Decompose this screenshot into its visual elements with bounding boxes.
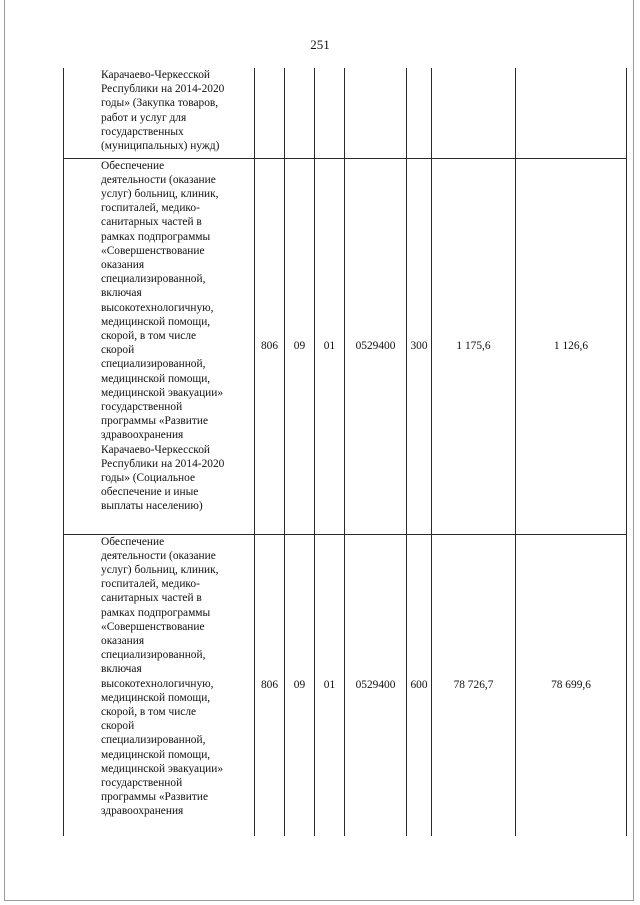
description-line: оказания (101, 634, 145, 647)
amount-first-year-cell (432, 68, 516, 158)
section-code-cell: 09 (285, 158, 315, 534)
ministry-code-cell (255, 68, 285, 158)
description-line: оказания (101, 258, 145, 271)
description-line: Республики на 2014-2020 (101, 457, 225, 470)
target-article-cell: 0529400 (345, 534, 407, 836)
description-line: медицинской помощи, (101, 372, 211, 385)
description-line: обеспечение и иные (101, 486, 199, 499)
ministry-code-cell: 806 (255, 534, 285, 836)
description-line: медицинской эвакуации» (101, 386, 224, 399)
description-line: медицинской помощи, (101, 748, 211, 761)
subsection-code-cell: 01 (315, 158, 345, 534)
description-line: «Совершенствование (101, 620, 205, 633)
description-line: рамках подпрограммы (101, 606, 211, 619)
description-line: услуг) больниц, клиник, (101, 563, 219, 576)
description-line: скорой (101, 344, 135, 357)
amount-first-year-cell: 78 726,7 (432, 534, 516, 836)
subsection-code-cell (315, 68, 345, 158)
amount-second-year-cell: 78 699,6 (516, 534, 627, 836)
description-line: высокотехнологичную, (101, 677, 214, 690)
target-article-cell (345, 68, 407, 158)
description-line: деятельности (оказание (101, 549, 216, 562)
description-line: медицинской эвакуации» (101, 762, 224, 775)
subsection-code-cell: 01 (315, 534, 345, 836)
description-line: государственной (101, 776, 183, 789)
description-line: Карачаево-Черкесской (101, 443, 211, 456)
description-line: выплаты населению) (101, 500, 203, 513)
description-line: медицинской помощи, (101, 315, 211, 328)
target-article-cell: 0529400 (345, 158, 407, 534)
amount-first-year-cell: 1 175,6 (432, 158, 516, 534)
description-line: скорой, в том числе (101, 329, 197, 342)
description-line: Обеспечение (101, 535, 165, 548)
description-line: госпиталей, медико- (101, 578, 200, 591)
description-line: высокотехнологичную, (101, 301, 214, 314)
expense-type-cell: 600 (407, 534, 432, 836)
table-row (64, 158, 627, 534)
page-number: 251 (310, 37, 330, 52)
expense-type-cell: 300 (407, 158, 432, 534)
expense-type-cell (407, 68, 432, 158)
description-line: государственных (101, 125, 184, 138)
expense-description-cell (64, 68, 255, 158)
description-line: здравоохранения (101, 429, 184, 442)
description-line: программы «Развитие (101, 791, 209, 804)
description-line: специализированной, (101, 649, 206, 662)
amount-second-year-cell: 1 126,6 (516, 158, 627, 534)
description-line: услуг) больниц, клиник, (101, 187, 219, 200)
budget-table (63, 68, 627, 836)
description-line: годы» (Социальное (101, 471, 196, 484)
description-line: программы «Развитие (101, 415, 209, 428)
description-line: (муниципальных) нужд) (101, 140, 220, 153)
description-line: деятельности (оказание (101, 173, 216, 186)
description-line: специализированной, (101, 734, 206, 747)
table-row (64, 68, 627, 158)
description-line: «Совершенствование (101, 244, 205, 257)
expense-description-cell (64, 534, 255, 836)
description-line: специализированной, (101, 358, 206, 371)
expense-description-cell (64, 158, 255, 534)
description-line: включая (101, 287, 142, 300)
description-line: медицинской помощи, (101, 691, 211, 704)
section-code-cell (285, 68, 315, 158)
description-line: работ и услуг для (101, 111, 187, 124)
description-line: Республики на 2014-2020 (101, 83, 225, 96)
description-line: санитарных частей в (101, 592, 202, 605)
description-line: здравоохранения (101, 805, 184, 818)
amount-second-year-cell (516, 68, 627, 158)
description-line: включая (101, 663, 142, 676)
description-line: санитарных частей в (101, 216, 202, 229)
description-line: государственной (101, 400, 183, 413)
description-line: специализированной, (101, 273, 206, 286)
section-code-cell: 09 (285, 534, 315, 836)
description-line: скорой (101, 720, 135, 733)
description-line: рамках подпрограммы (101, 230, 211, 243)
table-row (64, 534, 627, 836)
description-line: Обеспечение (101, 159, 165, 172)
description-line: госпиталей, медико- (101, 202, 200, 215)
description-line: годы» (Закупка товаров, (101, 97, 219, 110)
description-line: Карачаево-Черкесской (101, 69, 211, 81)
ministry-code-cell: 806 (255, 158, 285, 534)
description-line: скорой, в том числе (101, 705, 197, 718)
